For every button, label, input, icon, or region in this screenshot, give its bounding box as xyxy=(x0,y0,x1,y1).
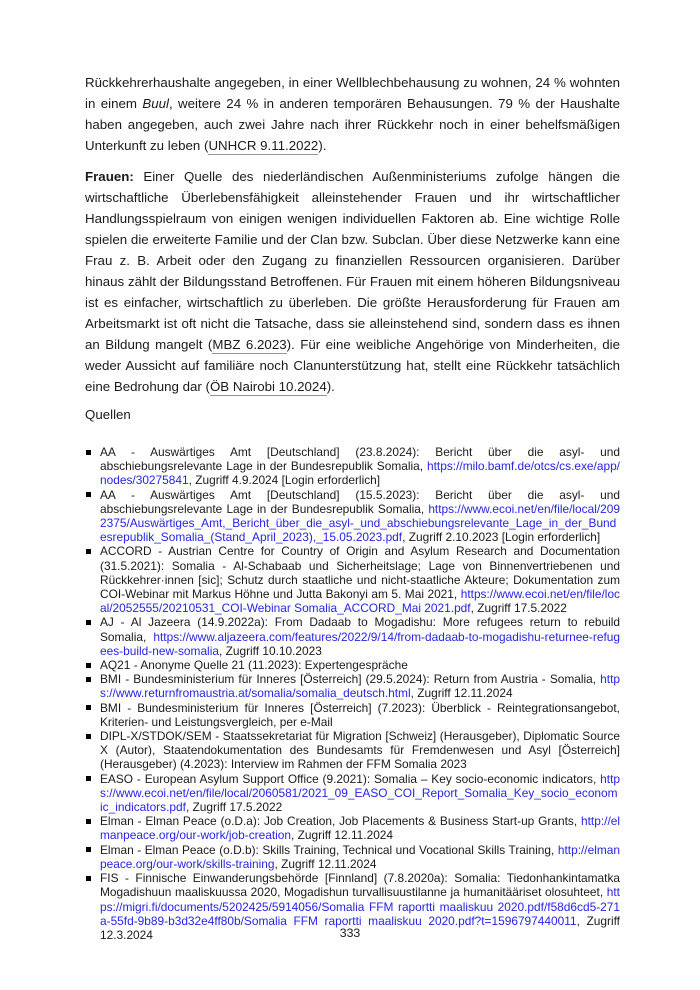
text-run: , weitere 24 % in anderen temporären Behausungen. 79 % der Haushalte haben angegeben, auch zwei Jahre nach ihrer Rückkehr noch in einer behelfsmäßigen Unterkunft zu leben ( xyxy=(85,96,620,153)
italic-text: Buul xyxy=(142,96,169,111)
bullet-square-icon xyxy=(86,776,91,781)
sources-heading: Quellen xyxy=(85,407,131,422)
url-link[interactable]: https://milo.bamf.de/otcs/cs.exe/app/nodes/30275841 xyxy=(100,459,620,488)
reference-item xyxy=(85,843,620,871)
url-link[interactable]: https://www.ecoi.net/en/file/local/2092375/Auswärtiges_Amt,_Bericht_über_die_asyl-_und_abschiebungsrelevante_Lage_in_der_Bundesrepublik_Somalia_(Stand_April_2023),_15.05.2023.pdf xyxy=(100,501,620,545)
text-run: , Zugriff 17.5.2022 xyxy=(185,800,283,815)
citation-link[interactable]: MBZ 6.2023 xyxy=(212,337,287,352)
text-run: DIPL-X/STDOK/SEM - Staatssekretariat für Migration [Schweiz] (Herausgeber), Diplomatic Source X (Autor), Staatendokumentation des Bundesamts für Fremdenwesen und Asyl [Österreich] (Herausgeber) (4.2023): Interview im Rahmen der FFM Somalia 2023 xyxy=(100,729,620,772)
reference-item xyxy=(85,615,620,658)
page-number: 333 xyxy=(339,926,361,940)
reference-item xyxy=(85,672,620,700)
text-run: AA - Auswärtiges Amt [Deutschland] (23.8.2024): Bericht über die asyl- und abschiebungsrelevante Lage in der Bundesrepublik Somalia, xyxy=(100,445,620,474)
paragraph-frauen xyxy=(85,166,620,397)
bold-text: Frauen: xyxy=(85,169,134,184)
citation-link[interactable]: UNHCR 9.11.2022 xyxy=(208,138,319,153)
reference-item xyxy=(85,544,620,615)
text-run: ). Für eine weibliche Angehörige von Minderheiten, die weder Aussicht auf familiäre noch Clanunterstützung hat, stellt eine Rückkehr tatsächlich eine Bedrohung dar ( xyxy=(85,337,621,394)
reference-item xyxy=(85,701,620,729)
text-run: Einer Quelle des niederländischen Außenministeriums zufolge hängen die wirtschaftliche Überlebensfähigkeit alleinstehender Frauen und ihr wirtschaftlicher Handlungsspielraum von einigen wenigen individuellen Faktoren ab. Eine wichtige Rolle spielen die erweiterte Familie und der Clan bzw. Subclan. Über diese Netzwerke kann eine Frau z. B. Arbeit oder den Zugang zu finanziellen Ressourcen organisieren. Darüber hinaus zählt der Bildungsstand Betroffenen. Für Frauen mit einem höheren Bildungsniveau ist es einfacher, wirtschaftlich zu überleben. Die größte Herausforderung für Frauen am Arbeitsmarkt ist oft nicht die Tatsache, dass sie alleinstehend sind, sondern dass es ihnen an Bildung mangelt ( xyxy=(85,169,620,352)
url-link[interactable]: https://www.ecoi.net/en/file/local/2060581/2021_09_EASO_COI_Report_Somalia_Key_socio_economic_indicators.pdf xyxy=(100,771,620,815)
reference-item xyxy=(85,814,620,842)
url-link[interactable]: http://elmanpeace.org/our-work/skills-training xyxy=(100,842,620,871)
bullet-square-icon xyxy=(86,450,91,455)
references-list xyxy=(85,445,620,942)
body-paragraphs xyxy=(85,72,620,397)
bullet-square-icon xyxy=(86,549,91,554)
text-run: BMI - Bundesministerium für Inneres [Österreich] (29.5.2024): Return from Austria - Somalia, xyxy=(100,672,601,687)
text-run: , Zugriff 17.5.2022 xyxy=(470,601,567,616)
bullet-square-icon xyxy=(86,847,91,852)
reference-item xyxy=(85,445,620,488)
bullet-square-icon xyxy=(86,734,91,739)
text-run: , Zugriff 12.11.2024 xyxy=(274,856,377,871)
text-run: ). xyxy=(326,379,335,394)
text-run: , Zugriff 12.11.2024 xyxy=(410,686,513,701)
bullet-square-icon xyxy=(86,876,91,881)
url-link[interactable]: https://www.aljazeera.com/features/2022/9/14/from-dadaab-to-mogadishu-returnee-refugees-build-new-somalia xyxy=(100,629,620,658)
reference-item xyxy=(85,772,620,815)
citation-link[interactable]: ÖB Nairobi 10.2024 xyxy=(209,379,327,394)
text-run: Elman - Elman Peace (o.D.a): Job Creation, Job Placements & Business Start-up Grants, xyxy=(100,814,581,829)
bullet-square-icon xyxy=(86,819,91,824)
url-link[interactable]: https://migri.fi/documents/5202425/5914056/Somalia FFM raportti maaliskuu 2020.pdf/f58d6cd5-271a-55fd-9b89-b3d32e4ff80b/Somalia FFM raportti maaliskuu 2020.pdf?t=1596797440011 xyxy=(100,885,620,928)
text-run: , Zugriff 2.10.2023 [Login erforderlich] xyxy=(402,530,601,545)
text-run: Elman - Elman Peace (o.D.b): Skills Training, Technical und Vocational Skills Training, xyxy=(100,842,558,857)
text-run: , Zugriff 4.9.2024 [Login erforderlich] xyxy=(188,473,381,488)
text-run: , Zugriff 12.3.2024 xyxy=(100,913,620,942)
text-run: ACCORD - Austrian Centre for Country of Origin and Asylum Research and Documentation (31.5.2021): Somalia - Al-Schabaab und Sicherheitslage; Lage von Binnenvertriebenen und Rückkehrer·innen [sic]; Schutz durch staatliche und nicht-staatliche Akteure; Dokumentation zum COI-Webinar mit Markus Höhne und Jutta Bakonyi am 5. Mai 2021, xyxy=(100,544,620,602)
url-link[interactable]: https://www.returnfromaustria.at/somalia/somalia_deutsch.html xyxy=(100,672,620,701)
bullet-square-icon xyxy=(86,663,91,668)
text-run: FIS - Finnische Einwanderungsbehörde [Finnland] (7.8.2020a): Somalia: Tiedonhankintamatka Mogadishuun maaliskuussa 2020, Mogadishun turvallisuustilanne ja humanitääriset olosuhteet, xyxy=(100,871,620,900)
text-run: , Zugriff 10.10.2023 xyxy=(218,643,322,658)
bullet-square-icon xyxy=(86,677,91,682)
text-run: AQ21 - Anonyme Quelle 21 (11.2023): Expertengespräche xyxy=(100,658,408,673)
text-run: AA - Auswärtiges Amt [Deutschland] (15.5.2023): Bericht über die asyl- und abschiebungsrelevante Lage in der Bundesrepublik Somalia, xyxy=(100,487,620,516)
reference-item xyxy=(85,488,620,545)
bullet-square-icon xyxy=(86,620,91,625)
url-link[interactable]: http://elmanpeace.org/our-work/job-creation xyxy=(100,814,620,843)
reference-item xyxy=(85,729,620,772)
text-run: AJ - Al Jazeera (14.9.2022a): From Dadaab to Mogadishu: More refugees return to rebuild Somalia, xyxy=(100,615,620,644)
text-run: EASO - European Asylum Support Office (9.2021): Somalia – Key socio-economic indicators, xyxy=(100,771,601,786)
text-run: ). xyxy=(318,138,327,153)
text-run: BMI - Bundesministerium für Inneres [Österreich] (7.2023): Überblick - Reintegrationsangebot, Kriterien- und Leistungsvergleich, per e-Mail xyxy=(100,700,620,729)
text-run: Rückkehrerhaushalte angegeben, in einer Wellblechbehausung zu wohnen, 24 % wohnten in einem xyxy=(85,75,620,111)
bullet-square-icon xyxy=(86,705,91,710)
reference-item xyxy=(85,658,620,672)
url-link[interactable]: https://www.ecoi.net/en/file/local/2052555/20210531_COI-Webinar Somalia_ACCORD_Mai 2021.pdf xyxy=(100,587,620,616)
text-run: , Zugriff 12.11.2024 xyxy=(291,828,394,843)
bullet-square-icon xyxy=(86,492,91,497)
paragraph-returnee-housing xyxy=(85,72,620,156)
